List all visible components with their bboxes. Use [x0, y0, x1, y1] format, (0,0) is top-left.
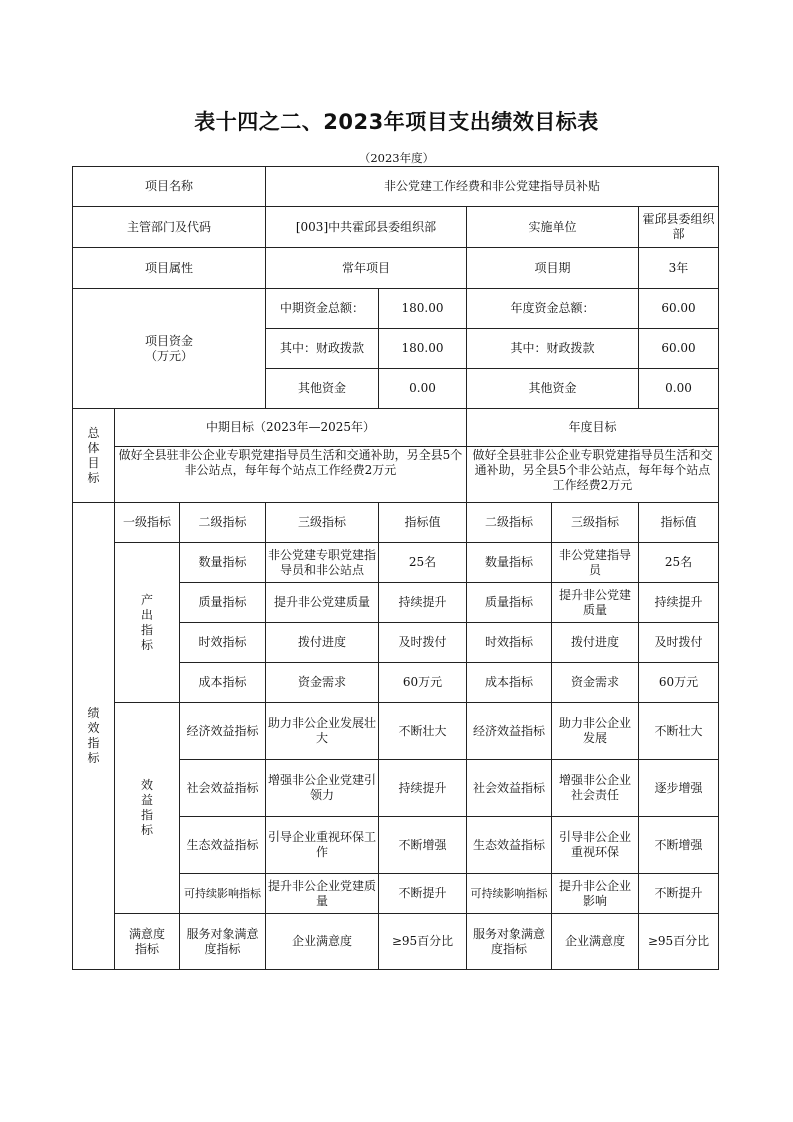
perf-label-char: 指 — [87, 736, 100, 750]
funds-label-line-2: （万元） — [144, 348, 193, 363]
effect-label-char: 效 — [140, 778, 153, 792]
project-name-value: 非公党建工作经费和非公党建指导员补贴 — [266, 167, 719, 207]
level-3-cell: 企业满意度 — [266, 914, 379, 970]
mid-other-value: 0.00 — [379, 369, 467, 409]
annual-level-3-cell: 企业满意度 — [552, 914, 639, 970]
perf-label-char: 标 — [87, 751, 100, 765]
annual-goal-header: 年度目标 — [467, 409, 719, 447]
level-2-cell: 成本指标 — [180, 663, 266, 703]
year-subtitle: （2023年度） — [358, 151, 435, 165]
annual-value-cell: 不断增强 — [639, 817, 719, 874]
annual-level-2-cell: 可持续影响指标 — [467, 874, 552, 914]
annual-level-3-cell: 非公党建指导员 — [552, 543, 639, 583]
annual-level-3-cell: 资金需求 — [552, 663, 639, 703]
level-3-cell: 拨付进度 — [266, 623, 379, 663]
effect-label-char: 标 — [140, 823, 153, 837]
effect-indicator-label — [115, 703, 180, 914]
level-3-cell: 资金需求 — [266, 663, 379, 703]
output-indicator-label — [115, 543, 180, 703]
annual-value-cell: ≥95百分比 — [639, 914, 719, 970]
satisfaction-label-line: 满意度 — [128, 926, 165, 941]
level-2-cell: 服务对象满意度指标 — [180, 914, 266, 970]
annual-level-3-cell: 增强非公企业社会责任 — [552, 760, 639, 817]
annual-value-cell: 25名 — [639, 543, 719, 583]
annual-value-cell: 持续提升 — [639, 583, 719, 623]
value-cell: ≥95百分比 — [379, 914, 467, 970]
perf-label-char: 绩 — [87, 706, 100, 720]
annual-fiscal-label: 其中：财政拨款 — [467, 329, 639, 369]
annual-other-value: 0.00 — [639, 369, 719, 409]
value-cell: 不断提升 — [379, 874, 467, 914]
project-name-row — [73, 167, 719, 207]
funds-row-total — [73, 289, 719, 329]
period-value: 3年 — [639, 248, 719, 289]
mid-other-label: 其他资金 — [266, 369, 379, 409]
header-value: 指标值 — [379, 503, 467, 543]
mid-total-label: 中期资金总额： — [266, 289, 379, 329]
period-label: 项目期 — [467, 248, 639, 289]
level-2-cell: 经济效益指标 — [180, 703, 266, 760]
page-title: 表十四之二、2023年项目支出绩效目标表 — [194, 110, 599, 134]
level-3-cell: 提升非公党建质量 — [266, 583, 379, 623]
overall-goal-char: 体 — [87, 440, 100, 455]
value-cell: 及时拨付 — [379, 623, 467, 663]
satisfaction-indicator-label — [115, 914, 180, 970]
level-3-cell: 增强非公企业党建引领力 — [266, 760, 379, 817]
annual-level-3-cell: 引导非公企业重视环保 — [552, 817, 639, 874]
effect-label-char: 益 — [140, 793, 153, 807]
overall-goal-char: 目 — [87, 455, 100, 470]
value-cell: 持续提升 — [379, 760, 467, 817]
project-name-label: 项目名称 — [73, 167, 266, 207]
level-2-cell: 社会效益指标 — [180, 760, 266, 817]
annual-other-label: 其他资金 — [467, 369, 639, 409]
header-level-1: 一级指标 — [115, 503, 180, 543]
annual-level-2-cell: 服务对象满意度指标 — [467, 914, 552, 970]
mid-total-value: 180.00 — [379, 289, 467, 329]
effect-label-char: 指 — [140, 808, 153, 822]
performance-target-table — [72, 166, 719, 970]
table-row — [73, 914, 719, 970]
annual-level-2-cell: 质量指标 — [467, 583, 552, 623]
annual-level-2-cell: 社会效益指标 — [467, 760, 552, 817]
perf-indicator-label — [73, 503, 115, 970]
annual-level-3-cell: 助力非公企业发展 — [552, 703, 639, 760]
annual-level-3-cell: 提升非公党建质量 — [552, 583, 639, 623]
department-row — [73, 207, 719, 248]
header-level-3: 三级指标 — [266, 503, 379, 543]
level-2-cell: 生态效益指标 — [180, 817, 266, 874]
overall-goal-text-row — [73, 447, 719, 503]
annual-level-2-cell: 数量指标 — [467, 543, 552, 583]
annual-total-value: 60.00 — [639, 289, 719, 329]
mid-fiscal-label: 其中：财政拨款 — [266, 329, 379, 369]
header-annual-value: 指标值 — [639, 503, 719, 543]
funds-label-line-1: 项目资金 — [144, 333, 193, 348]
table-row — [73, 543, 719, 583]
level-3-cell: 提升非公企业党建质量 — [266, 874, 379, 914]
annual-level-2-cell: 时效指标 — [467, 623, 552, 663]
table-row — [73, 703, 719, 760]
annual-value-cell: 不断提升 — [639, 874, 719, 914]
value-cell: 不断增强 — [379, 817, 467, 874]
annual-level-3-cell: 提升非公企业影响 — [552, 874, 639, 914]
header-level-2: 二级指标 — [180, 503, 266, 543]
department-value: [003]中共霍邱县委组织部 — [266, 207, 467, 248]
annual-fiscal-value: 60.00 — [639, 329, 719, 369]
header-annual-level-3: 三级指标 — [552, 503, 639, 543]
value-cell: 25名 — [379, 543, 467, 583]
value-cell: 不断壮大 — [379, 703, 467, 760]
department-label: 主管部门及代码 — [73, 207, 266, 248]
annual-total-label: 年度资金总额： — [467, 289, 639, 329]
overall-goal-label — [73, 409, 115, 503]
output-label-char: 标 — [140, 637, 153, 652]
level-3-cell: 引导企业重视环保工作 — [266, 817, 379, 874]
annual-goal-text: 做好全县驻非公企业专职党建指导员生活和交通补助，另全县5个非公站点，每年每个站点工作经费2万元 — [467, 447, 719, 503]
value-cell: 持续提升 — [379, 583, 467, 623]
implementing-unit-label: 实施单位 — [467, 207, 639, 248]
annual-value-cell: 及时拨付 — [639, 623, 719, 663]
implementing-unit-value: 霍邱县委组织部 — [639, 207, 719, 248]
attribute-label: 项目属性 — [73, 248, 266, 289]
annual-value-cell: 逐步增强 — [639, 760, 719, 817]
annual-value-cell: 60万元 — [639, 663, 719, 703]
funds-label — [73, 289, 266, 409]
output-label-char: 产 — [140, 592, 153, 607]
annual-level-2-cell: 成本指标 — [467, 663, 552, 703]
annual-value-cell: 不断壮大 — [639, 703, 719, 760]
overall-goal-char: 总 — [87, 425, 100, 440]
perf-label-char: 效 — [87, 721, 100, 735]
annual-level-3-cell: 拨付进度 — [552, 623, 639, 663]
attribute-row — [73, 248, 719, 289]
overall-goal-header-row — [73, 409, 719, 447]
header-annual-level-2: 二级指标 — [467, 503, 552, 543]
mid-goal-header: 中期目标（2023年—2025年） — [115, 409, 467, 447]
satisfaction-label-line: 指标 — [134, 941, 159, 956]
value-cell: 60万元 — [379, 663, 467, 703]
level-3-cell: 非公党建专职党建指导员和非公站点 — [266, 543, 379, 583]
overall-goal-char: 标 — [87, 470, 100, 485]
level-2-cell: 可持续影响指标 — [180, 874, 266, 914]
output-label-char: 出 — [140, 607, 153, 622]
annual-level-2-cell: 经济效益指标 — [467, 703, 552, 760]
attribute-value: 常年项目 — [266, 248, 467, 289]
perf-header-row — [73, 503, 719, 543]
annual-level-2-cell: 生态效益指标 — [467, 817, 552, 874]
mid-goal-text: 做好全县驻非公企业专职党建指导员生活和交通补助，另全县5个非公站点，每年每个站点工作经费2万元 — [115, 447, 467, 503]
mid-fiscal-value: 180.00 — [379, 329, 467, 369]
output-label-char: 指 — [140, 622, 153, 637]
level-2-cell: 质量指标 — [180, 583, 266, 623]
level-2-cell: 数量指标 — [180, 543, 266, 583]
level-2-cell: 时效指标 — [180, 623, 266, 663]
level-3-cell: 助力非公企业发展壮大 — [266, 703, 379, 760]
